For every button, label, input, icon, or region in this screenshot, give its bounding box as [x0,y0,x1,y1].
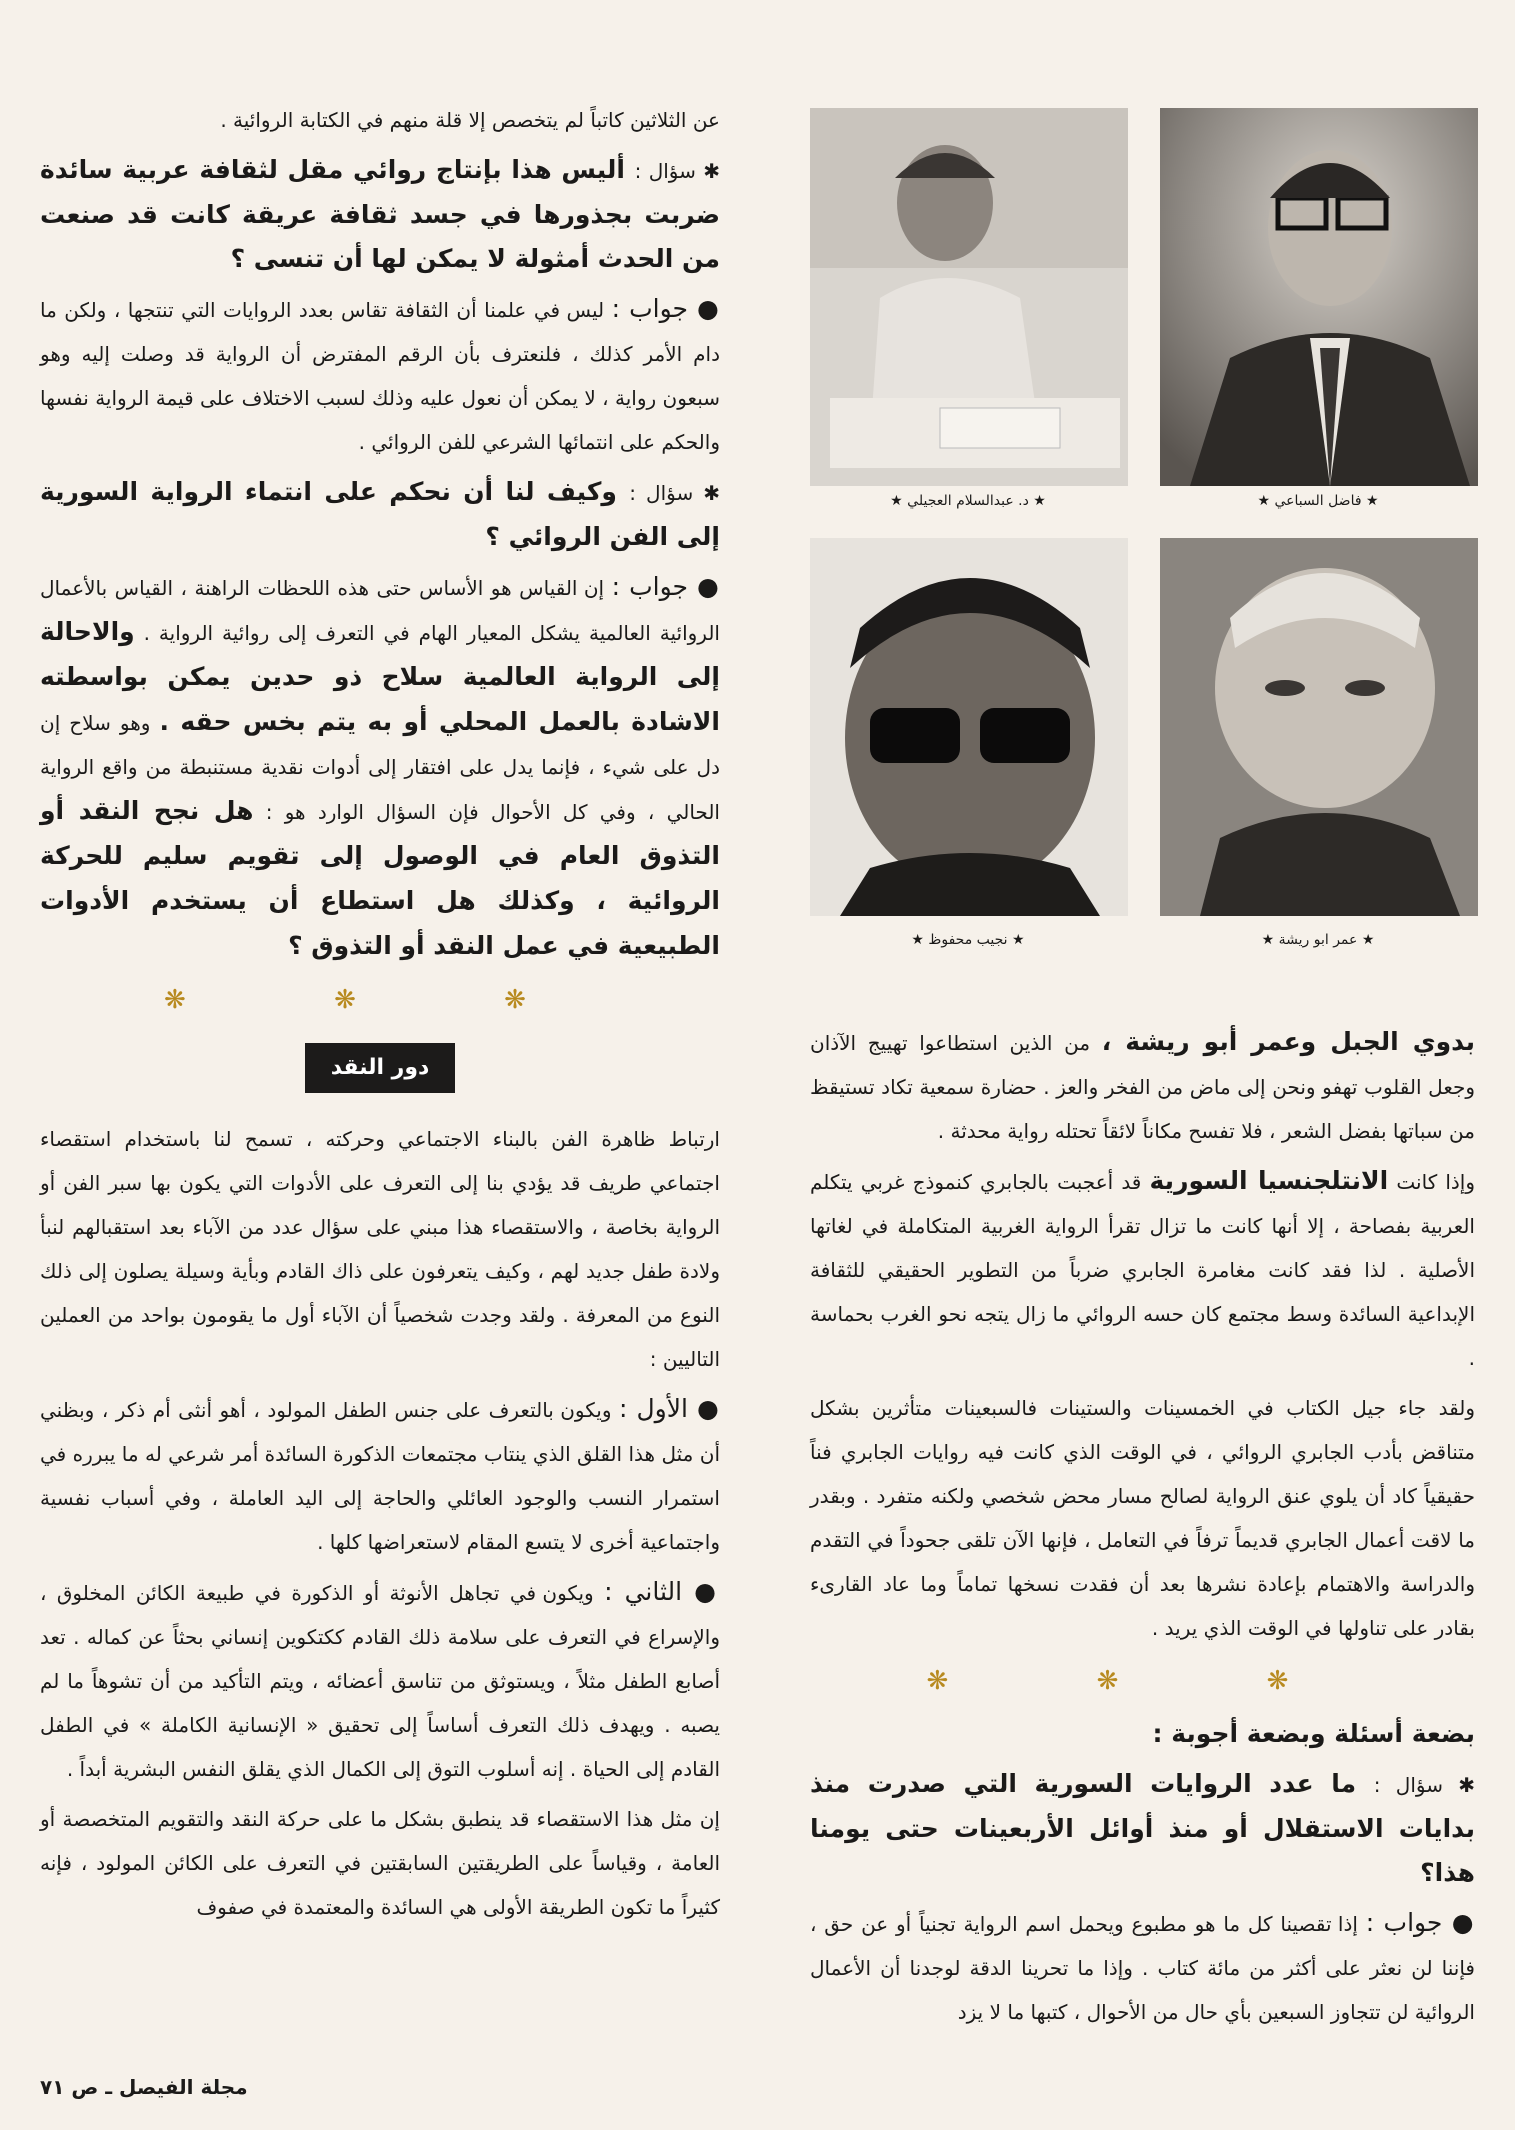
paragraph: ارتباط ظاهرة الفن بالبناء الاجتماعي وحركته ، تسمح لنا باستخدام استقصاء اجتماعي طريف قد يؤدي بنا إلى التعرف على الأدوات التي يكون بها سبر الفن أو الرواية بخاصة ، والاستقصاء هذا مبني على سؤال عدد من الآباء بعد استقبالهم لنبأ ولادة طفل جديد لهم ، وكيف يتعرفون على ذاك القادم وبأية وسيلة يصلون إلى ذلك النوع من المعرفة . ولقد وجدت شخصياً أن الآباء أول ما يقومون بواحد من العملين التاليين : [40,1127,720,1371]
answer-label: ● جواب : [1365,1908,1475,1937]
photo-naguib-mahfouz [810,538,1128,916]
paragraph [810,1159,1475,1380]
point-text: ويكون بالتعرف على جنس الطفل المولود ، أهو أنثى أم ذكر ، وبظني أن مثل هذا القلق الذي ينتاب مجتمعات الذكورة السائدة أمر شرعي له ما يبرره في استمرار النسب والوجود العائلي والحاجة إلى اليد العاملة ، وفي أسباب نفسية واجتماعية أخرى لا يتسع المقام لاستعراضها كلها . [40,1398,720,1554]
paragraph: ولقد جاء جيل الكتاب في الخمسينات والستينات فالسبعينات متأثرين بشكل متناقض بأدب الجابري الروائي ، في الوقت الذي كانت فيه روايات الجابري فناً حقيقياً كاد أن يلوي عنق الرواية لصالح مسار محض شخصي ولكنه متفرد . وبقدر ما لاقت أعمال الجابري قديماً ترفاً في التعامل ، فإنها الآن تلقى جحوداً في التقدم والدراسة والاهتمام بإعادة نشرها بعد أن فقدت نسخها تماماً وما عاد القارىء بقادر على تناولها في الوقت الذي يريد . [810,1396,1475,1640]
right-column [810,1020,1475,2040]
answer-2 [40,565,720,969]
paragraph: عن الثلاثين كاتباً لم يتخصص إلا قلة منهم في الكتابة الروائية . [220,108,720,132]
question-text: ما عدد الروايات السورية التي صدرت منذ بدايات الاستقلال أو منذ أوائل الأربعينات حتى يومنا هذا؟ [810,1769,1475,1887]
bold-names: بدوي الجبل وعمر أبو ريشة ، [1101,1027,1476,1056]
answer-bold-text: هل نجح النقد أو التذوق العام في الوصول إلى تقويم سليم للحركة الروائية ، وكذلك هل استطاع أن يستخدم الأدوات الطبيعية في عمل النقد أو التذوق ؟ [40,796,720,960]
portrait-image [1160,538,1478,916]
question-label: ✱ سؤال : [1373,1773,1475,1797]
answer-label: ● جواب : [611,572,720,601]
section-separator-stars: ❋ ❋ ❋ [164,985,596,1015]
question-count [810,1762,1475,1895]
photo-omar-abu-risha [1160,538,1478,916]
question-text: وكيف لنا أن نحكم على انتماء الرواية السورية إلى الفن الروائي ؟ [40,477,720,551]
caption-abdulsalam-ujaili: ★ د. عبدالسلام العجيلي ★ [890,493,1046,509]
paragraph-text: من الذين استطاعوا تهييج الآذان وجعل القلوب تهفو ونحن إلى ماض من الفخر والعز . حضارة سمعية تكاد تستيقظ من سباتها بفضل الشعر ، فلا تفسح مكاناً لائقاً تحتله رواية محدثة . [810,1031,1475,1143]
question-label: ✱ سؤال : [629,481,720,505]
answer-label: ● جواب : [611,294,721,323]
paragraph [810,1020,1475,1153]
answer-bold-text: والاحالة إلى الرواية العالمية سلاح ذو حدين يمكن بواسطته الاشادة بالعمل المحلي أو به يتم بخس حقه . [40,617,720,736]
question-label: ✱ سؤال : [634,159,720,183]
paragraph-text: قد أعجبت بالجابري كنموذج غربي يتكلم العربية بفصاحة ، إلا أنها كانت ما تزال تقرأ الرواية الغربية المتكاملة في لغاتها الأصلية . لذا فقد كانت مغامرة الجابري ضرباً من التطوير الحقيقي للثقافة الإبداعية السائدة وسط مجتمع كان حسه الروائي ما زال يتجه نحو الغرب بحماسة . [810,1170,1475,1370]
point-label: ● الثاني : [604,1577,720,1606]
caption-fadel-sibai: ★ فاضل السباعي ★ [1257,493,1379,509]
portrait-image [810,538,1128,916]
answer-text: إن القياس هو الأساس حتى هذه اللحظات الراهنة ، القياس بالأعمال الروائية العالمية يشكل المعيار الهام في التعرف إلى روائية الرواية . [40,576,720,645]
answer-1 [40,287,720,464]
paragraph: إن مثل هذا الاستقصاء قد ينطبق بشكل ما على حركة النقد والتقويم المتخصصة أو العامة ، وقياساً على الطريقتين السابقتين في التعرف على الكائن المولود ، فإنه كثيراً ما تكون الطريقة الأولى هي السائدة والمعتمدة في صفوف [40,1807,720,1919]
portrait-image [810,108,1128,486]
portrait-image [1160,108,1478,486]
point-text: ويكون في تجاهل الأنوثة أو الذكورة في طبيعة الكائن المخلوق ، والإسراع في التعرف على سلامة ذلك القادم ككتكوين إنساني بحثاً عن كماله . تعد أصابع الطفل مثلاً ، ويستوثق من تناسق أعضائه ، ويتم التأكيد من أن تشوهاً ما لم يصبه . ويهدف ذلك التعرف أساساً إلى تحقيق « الإنسانية الكاملة » في الطفل القادم إلى الحياة . إنه أسلوب التوق إلى الكمال الذي يقلق النفس البشرية أبداً . [40,1581,720,1781]
paragraph-text: وإذا كانت [1396,1170,1476,1194]
question-1 [40,148,720,281]
question-text: أليس هذا بإنتاج روائي مقل لثقافة عربية سائدة ضربت بجذورها في جسد ثقافة عريقة كانت قد صنعت من الحدث أمثولة لا يمكن لها أن تنسى ؟ [40,155,720,273]
bold-term: الانتلجنسيا السورية [1149,1166,1389,1195]
section-separator-stars: ❋ ❋ ❋ [926,1666,1359,1696]
page-footer: مجلة الفيصل ـ ص ٧١ [40,2075,248,2099]
question-2 [40,470,720,559]
point-second [40,1570,720,1791]
caption-omar-abu-risha: ★ عمر ابو ريشة ★ [1261,932,1375,948]
answer-text: ليس في علمنا أن الثقافة تقاس بعدد الروايات التي تنتجها ، ولكن ما دام الأمر كذلك ، فلنعترف بأن الرقم المفترض أن الرواية قد وصلت إليه وهو سبعون رواية ، لا يمكن أن نعول عليه وذلك لسبب الاختلاف على قيمة الرواية نفسها والحكم على انتمائها الشرعي للفن الروائي . [40,298,720,454]
section-heading-role-of-criticism: دور النقد [305,1043,455,1093]
answer-text: إذا تقصينا كل ما هو مطبوع ويحمل اسم الرواية تجنياً أو عن حق ، فإننا لن نعثر على أكثر من مائة كتاب . وإذا ما تحرينا الدقة لوجدنا أن الأعمال الروائية لن تتجاوز السبعين بأي حال من الأحوال ، كتبها ما لا يزد [810,1912,1475,2024]
answer-text: وهو سلاح إن دل على شيء ، فإنما يدل على افتقار إلى أدوات نقدية مستنبطة من واقع الرواية الحالي ، وفي كل الأحوال فإن السؤال الوارد هو : [40,711,720,824]
answer-count [810,1901,1475,2034]
left-column [40,98,720,1935]
photo-abdulsalam-ujaili [810,108,1128,486]
photo-fadel-sibai [1160,108,1478,486]
point-first [40,1387,720,1564]
caption-naguib-mahfouz: ★ نجيب محفوظ ★ [911,932,1025,948]
section-heading-qa: بضعة أسئلة وبضعة أجوبة : [1152,1719,1475,1748]
point-label: ● الأول : [619,1394,720,1423]
